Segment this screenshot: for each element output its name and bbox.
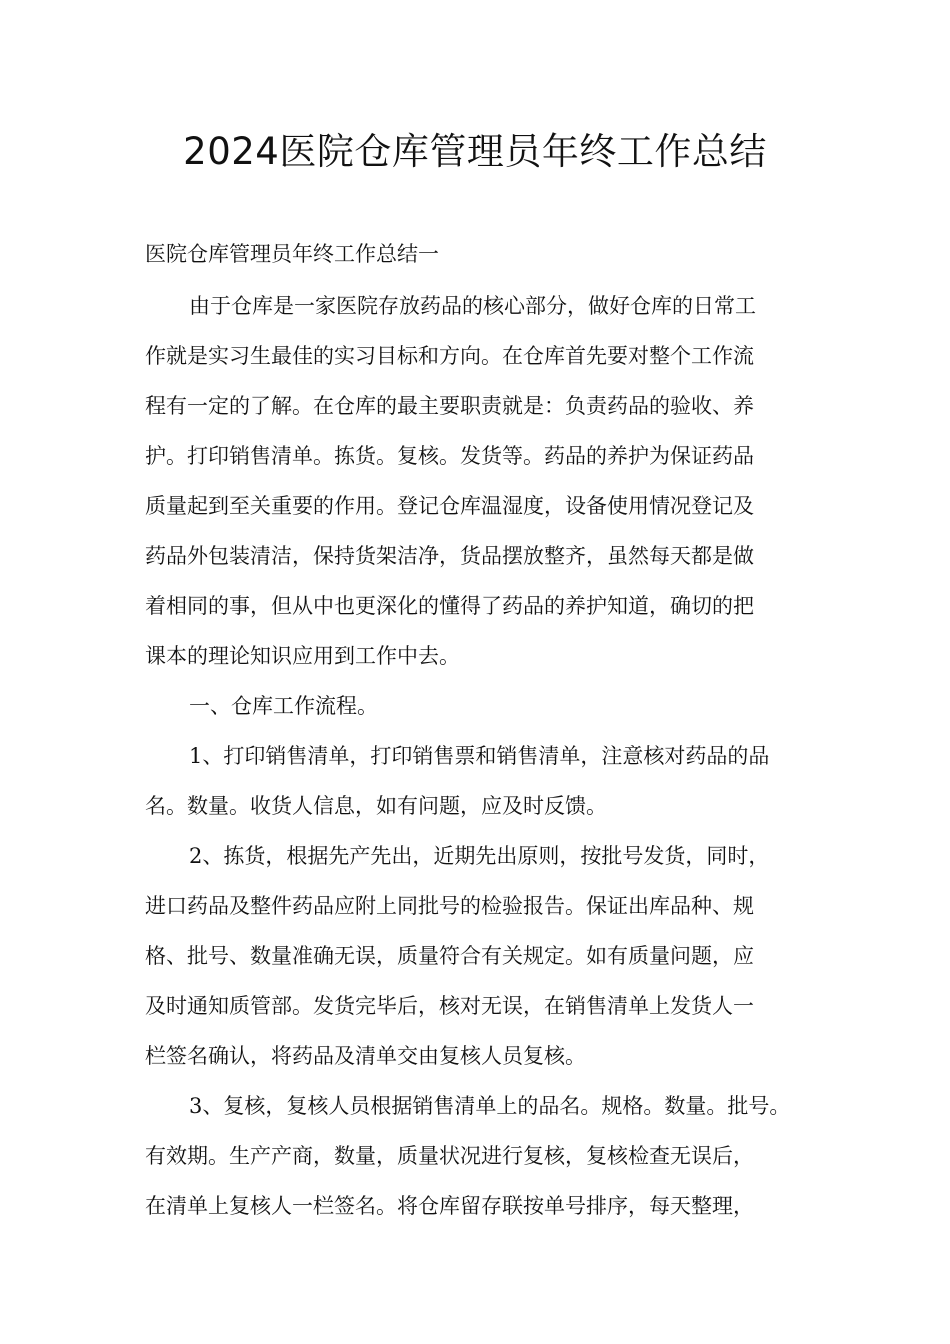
paragraph-line: 课本的理论知识应用到工作中去。 (145, 644, 460, 668)
document-title: 2024医院仓库管理员年终工作总结 (183, 130, 767, 173)
paragraph-line: 作就是实习生最佳的实习目标和方向。在仓库首先要对整个工作流 (145, 344, 754, 368)
paragraph-line: 1、打印销售清单，打印销售票和销售清单，注意核对药品的品 (189, 744, 770, 768)
paragraph-line: 程有一定的了解。在仓库的最主要职责就是：负责药品的验收、养 (145, 394, 754, 418)
section-heading: 医院仓库管理员年终工作总结一 (145, 242, 439, 266)
paragraph-line: 格、批号、数量准确无误，质量符合有关规定。如有质量问题，应 (145, 944, 754, 968)
paragraph (145, 281, 815, 681)
paragraph-line: 名。数量。收货人信息，如有问题，应及时反馈。 (145, 794, 607, 818)
paragraph-line: 及时通知质管部。发货完毕后，核对无误，在销售清单上发货人一 (145, 994, 754, 1018)
paragraph-line: 一、仓库工作流程。 (189, 694, 378, 718)
paragraph-line: 栏签名确认，将药品及清单交由复核人员复核。 (145, 1044, 586, 1068)
paragraph-line: 2、拣货，根据先产先出，近期先出原则，按批号发货，同时， (189, 844, 770, 868)
paragraph-line: 由于仓库是一家医院存放药品的核心部分，做好仓库的日常工 (189, 294, 756, 318)
paragraph (145, 681, 815, 731)
paragraph-line: 有效期。生产产商，数量，质量状况进行复核，复核检查无误后， (145, 1144, 754, 1168)
paragraph (145, 831, 815, 1081)
paragraph-line: 药品外包装清洁，保持货架洁净，货品摆放整齐，虽然每天都是做 (145, 544, 754, 568)
paragraph-line: 护。打印销售清单。拣货。复核。发货等。药品的养护为保证药品 (145, 444, 754, 468)
paragraph-line: 3、复核，复核人员根据销售清单上的品名。规格。数量。批号。 (189, 1094, 791, 1118)
paragraph-line: 进口药品及整件药品应附上同批号的检验报告。保证出库品种、规 (145, 894, 754, 918)
paragraph-line: 质量起到至关重要的作用。登记仓库温湿度，设备使用情况登记及 (145, 494, 754, 518)
paragraph-line: 在清单上复核人一栏签名。将仓库留存联按单号排序，每天整理， (145, 1194, 754, 1218)
document-body (145, 281, 815, 1231)
paragraph-line: 着相同的事，但从中也更深化的懂得了药品的养护知道，确切的把 (145, 594, 754, 618)
paragraph (145, 1081, 815, 1231)
paragraph (145, 731, 815, 831)
